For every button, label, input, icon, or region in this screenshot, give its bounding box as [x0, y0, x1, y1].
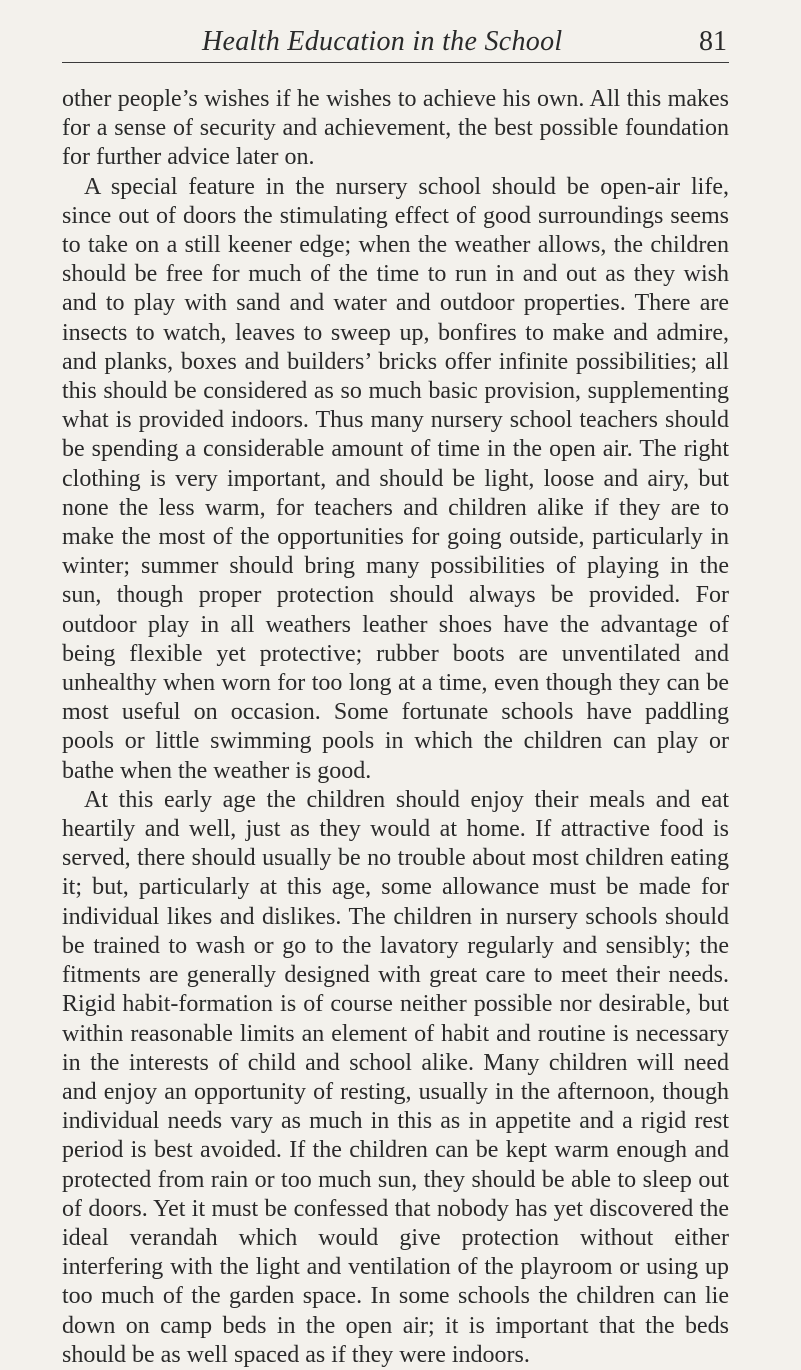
paragraph-open-air-life: A special feature in the nursery school should be open-air life, since out of doors the stimulating effect of good surroundings seems to take on a still keener edge; when the weather allows, the children should be free for much of the time to run in and out as they wish and to play with sand and water and outdoor properties. There are insects to watch, leaves to sweep up, bonfires to make and admire, and planks, boxes and builders’ bricks offer infinite possibilities; all this should be considered as so much basic provision, supplementing what is provided indoors. Thus many nursery school teachers should be spending a considerable amount of time in the open air. The right clothing is very important, and should be light, loose and airy, but none the less warm, for teachers and children alike if they are to make the most of the opportunities for going outside, particularly in winter; summer should bring many possibilities of playing in the sun, though proper protection should always be provided. For outdoor play in all weathers leather shoes have the advantage of being flexible yet protective; rubber boots are unventilated and unhealthy when worn for too long at a time, even though they can be most useful on occasion. Some fortunate schools have paddling pools or little swimming pools in which the children can play or bathe when the weather is good. [62, 173, 729, 784]
body-text [62, 85, 729, 1370]
page-number: 81 [699, 26, 727, 57]
running-title: Health Education in the School [202, 26, 563, 57]
paragraph-continued: other people’s wishes if he wishes to achieve his own. All this makes for a sense of security and achievement, the best possible foundation for further advice later on. [62, 86, 729, 171]
running-header [62, 0, 729, 63]
paragraph-meals-and-rest: At this early age the children should enjoy their meals and eat heartily and well, just as they would at home. If attractive food is served, there should usually be no trouble about most children eating it; but, particularly at this age, some allowance must be made for individual likes and dislikes. The children in nursery schools should be trained to wash or go to the lavatory regularly and sensibly; the fitments are generally designed with great care to meet their needs. Rigid habit-formation is of course neither possible nor desirable, but within reasonable limits an element of habit and routine is necessary in the interests of child and school alike. Many children will need and enjoy an opportunity of resting, usually in the afternoon, though individual needs vary as much in this as in appetite and a rigid rest period is best avoided. If the children can be kept warm enough and protected from rain or too much sun, they should be able to sleep out of doors. Yet it must be confessed that nobody has yet discovered the ideal verandah which would give protection without either interfering with the light and ventilation of the playroom or using up too much of the garden space. In some schools the children can lie down on camp beds in the open air; it is important that the beds should be as well spaced as if they were indoors. [62, 786, 729, 1368]
